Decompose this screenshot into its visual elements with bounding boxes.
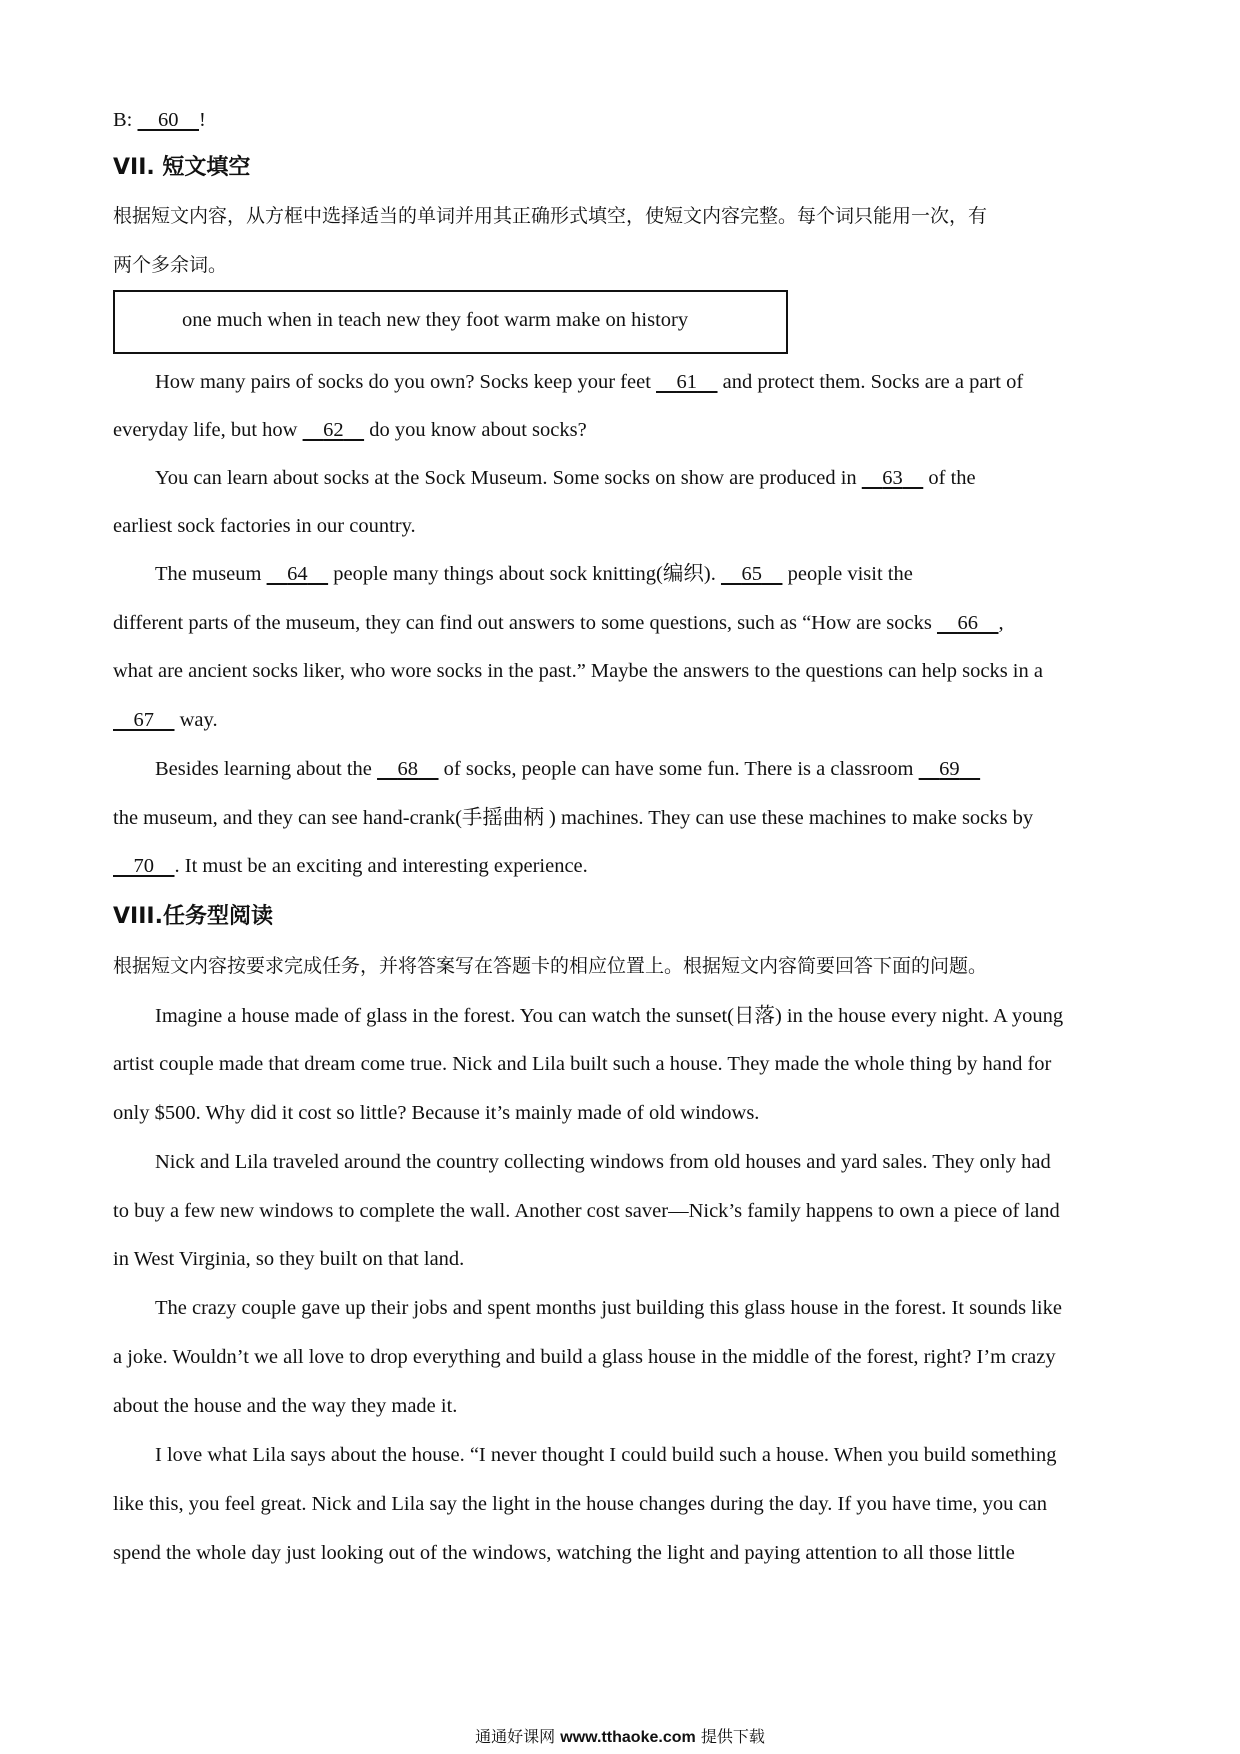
passage-7-p4-line-2: the museum, and they can see hand-crank(手摇曲柄 ) machines. They can use these machines to make socks by [113,807,1034,829]
word-box [113,290,788,354]
page-footer [0,1724,1240,1747]
passage-8-p4-line-2: like this, you feel great. Nick and Lila say the light in the house changes during the day. If you have time, you can [113,1493,1048,1515]
prev-answer-line [113,107,206,133]
section-7-instruction-line-1: 根据短文内容，从方框中选择适当的单词并用其正确形式填空，使短文内容完整。每个词只能用一次，有 [113,205,988,227]
passage-8-p2-line-2: to buy a few new windows to complete the wall. Another cost saver—Nick’s family happens to own a piece of land [113,1200,1060,1222]
passage-8-p3-line-3: about the house and the way they made it. [113,1395,458,1417]
blank-63: 63 [882,467,903,489]
blank-66: 66 [957,612,978,634]
passage-7-p3-line-1: The museum 64 people many things about sock knitting(编织). 65 people visit the [155,563,913,585]
prev-end: ! [199,109,206,131]
passage-7-p4-line-1: Besides learning about the 68 of socks, people can have some fun. There is a classroom 69 [155,756,980,782]
passage-8-p1-line-1: Imagine a house made of glass in the forest. You can watch the sunset(日落) in the house every night. A young [155,1005,1064,1027]
blank-64: 64 [287,563,308,585]
passage-7-p2-line-1: You can learn about socks at the Sock Museum. Some socks on show are produced in 63 of the [155,467,976,489]
footer-site-name: 通通好课网 [475,1727,556,1746]
blank-65: 65 [741,563,762,585]
passage-7-p1-line-1: How many pairs of socks do you own? Socks keep your feet 61 and protect them. Socks are a part of [155,371,1024,393]
section-7-heading: VII. 短文填空 [113,155,251,180]
blank-68: 68 [397,758,419,780]
passage-7-p3-line-3: what are ancient socks liker, who wore socks in the past.” Maybe the answers to the questions can help socks in a [113,660,1043,682]
section-7-instruction-line-2: 两个多余词。 [113,254,228,276]
blank-60: 60 [158,109,179,131]
passage-8-p2-line-1: Nick and Lila traveled around the country collecting windows from old houses and yard sales. They only had [155,1151,1051,1173]
passage-8-p1-line-3: only $500. Why did it cost so little? Because it’s mainly made of old windows. [113,1102,760,1124]
footer-suffix: 提供下载 [700,1727,765,1746]
blank-69: 69 [939,758,960,780]
blank-70: 70 [133,855,154,877]
passage-8-p3-line-2: a joke. Wouldn’t we all love to drop everything and build a glass house in the middle of the forest, right? I’m crazy [113,1346,1056,1368]
passage-8-p1-line-2: artist couple made that dream come true. Nick and Lila built such a house. They made the whole thing by hand for [113,1053,1052,1075]
passage-7-p3-line-4: 67 way. [113,707,218,733]
blank-61: 61 [676,371,698,393]
prev-label: B: [113,109,133,131]
passage-8-p4-line-3: spend the whole day just looking out of the windows, watching the light and paying attention to all those little [113,1542,1015,1564]
passage-8-p3-line-1: The crazy couple gave up their jobs and spent months just building this glass house in the forest. It sounds like [155,1297,1062,1319]
passage-8-p2-line-3: in West Virginia, so they built on that land. [113,1248,465,1270]
section-8-instruction: 根据短文内容按要求完成任务，并将答案写在答题卡的相应位置上。根据短文内容简要回答下面的问题。 [113,955,988,977]
passage-7-p4-line-3: 70 . It must be an exciting and interesting experience. [113,853,588,879]
blank-62: 62 [323,419,344,441]
footer-url[interactable]: www.tthaoke.com [560,1729,696,1746]
passage-7-p1-line-2: everyday life, but how 62 do you know about socks? [113,419,587,441]
blank-67: 67 [133,709,154,731]
passage-7-p3-line-2: different parts of the museum, they can find out answers to some questions, such as “How are socks 66 , [113,612,1004,634]
passage-7-p2-line-2: earliest sock factories in our country. [113,515,416,537]
word-box-words: one much when in teach new they foot warm make on history [182,309,689,331]
section-8-heading: VIII.任务型阅读 [113,904,273,929]
passage-8-p4-line-1: I love what Lila says about the house. “I never thought I could build such a house. When you build something [155,1444,1057,1466]
